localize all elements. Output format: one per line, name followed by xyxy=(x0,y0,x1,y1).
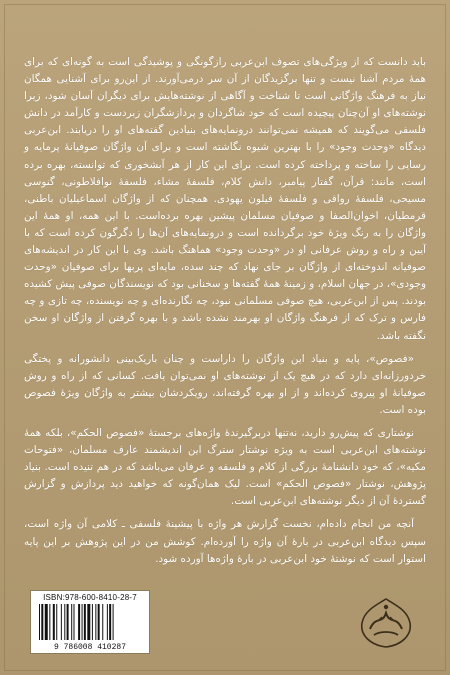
publisher-logo-icon xyxy=(356,595,416,650)
barcode-bars xyxy=(39,604,143,640)
blurb-paragraph-4: آنچه من انجام داده‌ام، نخست گزارش هر واژه با پیشینهٔ فلسفی ـ کلامی آن واژه است، سپس دیدگاه ابن‌عربی در بارهٔ آن واژه را آورده‌ام. کوشش من در این پژوهش بر این پایه استوار است که نوشتهٔ خود ابن‌عربی در بارهٔ واژه‌ها آورده شود. xyxy=(24,518,426,565)
barcode-number: 9 786008 410287 xyxy=(53,643,126,652)
blurb-paragraph-3: نوشتاری که پیش‌رو دارید، نه‌تنها دربرگیرندهٔ واژه‌های برجستهٔ «فصوص الحکم»، بلکه همهٔ نوشته‌های ابن‌عربی است به ویژه نوشتار سترگ این اندیشمند عارف مسلمان، «فتوحات مکیه»، که خود دانشنامهٔ بزرگی از کلام و فلسفه و عرفان می‌باشد که در هم تنیده است. بنیاد پژوهش، نوشتار «فصوص الحکم» است. لیک همان‌گونه که خواهید دید پردازش و گزارش گستردهٔ آن از دیگر نوشته‌های ابن‌عربی است. xyxy=(24,426,426,508)
isbn-barcode xyxy=(30,590,150,654)
isbn-label: ISBN:978-600-8410-28-7 xyxy=(43,593,137,602)
blurb-paragraph-1: باید دانست که از ویژگی‌های تصوف ابن‌عربی رازگونگی و پوشیدگی است به گونه‌ای که برای همهٔ مردم آشنا نیست و تنها برگزیدگان از آن سر درمی‌آورند. از این‌رو برای آشنایی همگان نیاز به فرهنگ واژگانی است تا شناخت و آگاهی از نوشته‌هایش برای دیگران آسان شود، زیرا نوشته‌های او آن‌چنان پیچیده است که خود شاگردان و پردازشگران زبردست و کارآمد در دانش فلسفی می‌گویند که همیشه نمی‌توانند درونمایه‌های بنیادین گفته‌های او را دریابند. ابن‌عربی دیدگاه «وحدت وجود» را با بهترین شیوه نگاشته است و برای آن واژگان صوفیانهٔ پرمایه و رسایی را ساخته و پرداخته کرده است. برای این کار از هر آبشخوری که توانسته، بهره برده است، مانند: قرآن، گفتار پیامبر، دانش کلام، فلسفهٔ مشاء، فلسفهٔ نوافلاطونی، گنوسی مسیحی، فلسفهٔ رواقی و فلسفهٔ فیلون یهودی. همچنان که از واژگان اسماعیلیان باطنی، قرمطیان، اخوان‌الصفا و صوفیان مسلمان پیشین بهره برده‌است. با این همه، او همهٔ این واژگان را به رنگ ویژهٔ خود برگردانده است و درونمایه‌های آن‌ها را دگرگون کرده است که با آیین و راه و روش عرفانی او در «وحدت وجود» هماهنگ باشد. وی با این کار در اندیشه‌های صوفیانه اندوخته‌ای از واژگان بر جای نهاد که چند سده، مایه‌ای پربها برای صوفیان «وحدت وجودی»، در جهان اسلام، و زمینهٔ همهٔ گفته‌ها و سخنانی بود که نویسندگان صوفی پیش کشیده بودند. پس از ابن‌عربی، هیچ صوفی مسلمانی نبود، چه نگارنده‌ای و چه نویسنده، چه تازی و چه فارس و ترک که از فرهنگ واژگان او بهرمند نشده باشد و با بهره گرفتن از واژگان او سخن نگفته باشد. xyxy=(24,56,426,342)
blurb-text xyxy=(24,54,426,574)
blurb-paragraph-2: «فصوص»، پایه و بنیاد این واژگان را داراست و چنان باریک‌بینی دانشورانه و پختگی خردورزانه‌ای دارد که در هیچ یک از نوشته‌های او نمی‌توان یافت. کسانی که از راه و روش صوفیانهٔ او پیروی کرده‌اند و از او بهره گرفته‌اند، رویکردشان بیشتر به واژگان ویژهٔ فصوص بوده است. xyxy=(24,352,426,416)
